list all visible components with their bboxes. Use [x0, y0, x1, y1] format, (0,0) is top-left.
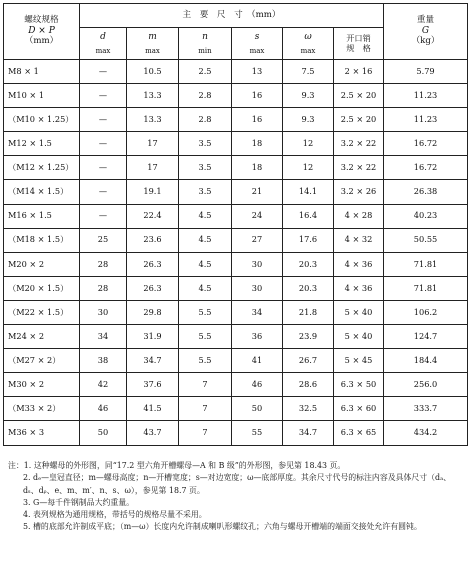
- value-cell: 40.23: [384, 204, 468, 228]
- value-cell: 22.4: [127, 204, 179, 228]
- note-item: 注：1. 这种螺母的外形图，同“17.2 型六角开槽螺母—A 和 B 级”的外形图，参见第 18.43 页。: [8, 461, 346, 470]
- value-cell: 2.8: [179, 108, 232, 132]
- value-cell: —: [80, 156, 127, 180]
- value-cell: 3.5: [179, 132, 232, 156]
- table-row: [4, 180, 468, 204]
- value-cell: 34.7: [127, 349, 179, 373]
- value-cell: 42: [80, 373, 127, 397]
- table-row: [4, 300, 468, 324]
- column-header: [127, 28, 179, 60]
- value-cell: 4 × 36: [334, 252, 384, 276]
- column-subtext: max: [95, 47, 111, 56]
- value-cell: 184.4: [384, 349, 468, 373]
- value-cell: 3.2 × 22: [334, 156, 384, 180]
- value-cell: 30: [232, 276, 283, 300]
- value-cell: 50.55: [384, 228, 468, 252]
- value-cell: 71.81: [384, 276, 468, 300]
- value-cell: 27: [232, 228, 283, 252]
- thread-spec-cell: M36 × 3: [4, 421, 80, 445]
- weight-label: 重量: [416, 15, 435, 26]
- value-cell: 7: [179, 373, 232, 397]
- value-cell: 6.3 × 60: [334, 397, 384, 421]
- table-row: [4, 84, 468, 108]
- value-cell: 55: [232, 421, 283, 445]
- value-cell: 28: [80, 252, 127, 276]
- spec-header: [4, 4, 80, 60]
- column-symbol: n: [202, 31, 208, 42]
- value-cell: 4.5: [179, 276, 232, 300]
- value-cell: 23.6: [127, 228, 179, 252]
- value-cell: 32.5: [283, 397, 334, 421]
- value-cell: 3.5: [179, 156, 232, 180]
- column-header: [232, 28, 283, 60]
- column-subtext: max: [249, 47, 265, 56]
- thread-spec-cell: M8 × 1: [4, 60, 80, 84]
- spec-unit: （mm）: [24, 35, 59, 46]
- value-cell: 19.1: [127, 180, 179, 204]
- value-cell: 26.3: [127, 276, 179, 300]
- value-cell: —: [80, 180, 127, 204]
- value-cell: 28: [80, 276, 127, 300]
- value-cell: 4.5: [179, 204, 232, 228]
- value-cell: 6.3 × 50: [334, 373, 384, 397]
- value-cell: 3.2 × 26: [334, 180, 384, 204]
- column-subtext: max: [145, 47, 160, 56]
- value-cell: 38: [80, 349, 127, 373]
- table-row: [4, 373, 468, 397]
- value-cell: 16: [232, 84, 283, 108]
- thread-spec-cell: （M12 × 1.25）: [4, 156, 80, 180]
- thread-spec-cell: （M20 × 1.5）: [4, 276, 80, 300]
- value-cell: 434.2: [384, 421, 468, 445]
- value-cell: 34: [80, 325, 127, 349]
- value-cell: 21: [232, 180, 283, 204]
- value-cell: 10.5: [127, 60, 179, 84]
- note-item: 5. 槽的底部允许制成平底；（m—ω）长度内允许制成喇叭形螺纹孔；六角与螺母开槽端的端面交接处允许有圆钝。: [23, 522, 422, 532]
- thread-spec-cell: M16 × 1.5: [4, 204, 80, 228]
- value-cell: 13: [232, 60, 283, 84]
- value-cell: 5 × 40: [334, 325, 384, 349]
- value-cell: 43.7: [127, 421, 179, 445]
- value-cell: 256.0: [384, 373, 468, 397]
- column-symbol: s: [254, 31, 260, 42]
- table-row: [4, 252, 468, 276]
- value-cell: 5 × 40: [334, 300, 384, 324]
- value-cell: 18: [232, 132, 283, 156]
- value-cell: 4.5: [179, 252, 232, 276]
- column-subtext: max: [300, 47, 316, 56]
- value-cell: 5 × 45: [334, 349, 384, 373]
- value-cell: 124.7: [384, 325, 468, 349]
- value-cell: 18: [232, 156, 283, 180]
- value-cell: 12: [283, 156, 334, 180]
- value-cell: 106.2: [384, 300, 468, 324]
- notes-section: [8, 460, 463, 534]
- value-cell: 17.6: [283, 228, 334, 252]
- table-row: [4, 108, 468, 132]
- column-symbol: ω: [304, 31, 312, 42]
- column-subtext: 规 格: [346, 42, 371, 53]
- weight-symbol: G: [421, 26, 430, 37]
- thread-spec-cell: M20 × 2: [4, 252, 80, 276]
- value-cell: 14.1: [283, 180, 334, 204]
- thread-spec-cell: （M27 × 2）: [4, 349, 80, 373]
- value-cell: 26.7: [283, 349, 334, 373]
- value-cell: 29.8: [127, 300, 179, 324]
- value-cell: 26.3: [127, 252, 179, 276]
- column-header: [179, 28, 232, 60]
- value-cell: —: [80, 108, 127, 132]
- value-cell: 26.38: [384, 180, 468, 204]
- value-cell: 333.7: [384, 397, 468, 421]
- value-cell: 21.8: [283, 300, 334, 324]
- value-cell: 13.3: [127, 84, 179, 108]
- value-cell: 28.6: [283, 373, 334, 397]
- thread-spec-cell: M10 × 1: [4, 84, 80, 108]
- value-cell: 20.3: [283, 276, 334, 300]
- value-cell: 41.5: [127, 397, 179, 421]
- table-body: [4, 60, 468, 446]
- value-cell: 7: [179, 397, 232, 421]
- value-cell: 4.5: [179, 228, 232, 252]
- dimension-table: [3, 3, 468, 446]
- table-row: [4, 228, 468, 252]
- value-cell: 13.3: [127, 108, 179, 132]
- value-cell: 5.5: [179, 349, 232, 373]
- value-cell: 6.3 × 65: [334, 421, 384, 445]
- value-cell: 31.9: [127, 325, 179, 349]
- value-cell: 2.5 × 20: [334, 84, 384, 108]
- value-cell: —: [80, 132, 127, 156]
- value-cell: —: [80, 60, 127, 84]
- column-header: [283, 28, 334, 60]
- value-cell: 4 × 36: [334, 276, 384, 300]
- value-cell: 5.5: [179, 325, 232, 349]
- value-cell: 24: [232, 204, 283, 228]
- value-cell: 71.81: [384, 252, 468, 276]
- thread-spec-cell: M12 × 1.5: [4, 132, 80, 156]
- column-header: [80, 28, 127, 60]
- table-row: [4, 421, 468, 445]
- value-cell: 9.3: [283, 108, 334, 132]
- value-cell: —: [80, 204, 127, 228]
- value-cell: 16.72: [384, 156, 468, 180]
- value-cell: 5.79: [384, 60, 468, 84]
- value-cell: 16: [232, 108, 283, 132]
- value-cell: 7: [179, 421, 232, 445]
- weight-unit: （kg）: [411, 35, 440, 46]
- table-row: [4, 397, 468, 421]
- value-cell: 34: [232, 300, 283, 324]
- value-cell: 36: [232, 325, 283, 349]
- value-cell: 11.23: [384, 108, 468, 132]
- value-cell: 2.5 × 20: [334, 108, 384, 132]
- value-cell: 9.3: [283, 84, 334, 108]
- table-row: [4, 204, 468, 228]
- weight-header: [384, 4, 468, 60]
- table-row: [4, 349, 468, 373]
- thread-spec-cell: M30 × 2: [4, 373, 80, 397]
- thread-spec-cell: （M22 × 1.5）: [4, 300, 80, 324]
- value-cell: 4 × 28: [334, 204, 384, 228]
- value-cell: 5.5: [179, 300, 232, 324]
- spec-symbol: D × P: [28, 26, 55, 37]
- value-cell: 2 × 16: [334, 60, 384, 84]
- main-dimensions-header: 主 要 尺 寸 （mm）: [80, 4, 384, 28]
- thread-spec-cell: （M33 × 2）: [4, 397, 80, 421]
- note-item: 2. dₑ—皇冠直径；m—螺母高度；n—开槽宽度；s—对边宽度；ω—底部厚度。其余尺寸代号的标注内容及具体尺寸（dₐ、dₛ、dᵨ、e、m、m′、n、s、ω），参见第 18.7 页。: [23, 473, 452, 495]
- note-item: 4. 表列规格为通用规格，带括号的规格尽量不采用。: [23, 510, 207, 519]
- value-cell: 11.23: [384, 84, 468, 108]
- value-cell: 30: [80, 300, 127, 324]
- value-cell: 37.6: [127, 373, 179, 397]
- column-header: [334, 28, 384, 60]
- spec-label: 螺纹规格: [24, 15, 59, 26]
- table-row: [4, 132, 468, 156]
- value-cell: 12: [283, 132, 334, 156]
- value-cell: 30: [232, 252, 283, 276]
- table-row: [4, 325, 468, 349]
- value-cell: 17: [127, 132, 179, 156]
- value-cell: 23.9: [283, 325, 334, 349]
- value-cell: 16.72: [384, 132, 468, 156]
- value-cell: 2.5: [179, 60, 232, 84]
- value-cell: 34.7: [283, 421, 334, 445]
- value-cell: 50: [232, 397, 283, 421]
- value-cell: 41: [232, 349, 283, 373]
- column-symbol: d: [100, 31, 106, 42]
- value-cell: 2.8: [179, 84, 232, 108]
- value-cell: 3.2 × 22: [334, 132, 384, 156]
- value-cell: 20.3: [283, 252, 334, 276]
- table-row: [4, 276, 468, 300]
- value-cell: —: [80, 84, 127, 108]
- value-cell: 7.5: [283, 60, 334, 84]
- value-cell: 25: [80, 228, 127, 252]
- value-cell: 3.5: [179, 180, 232, 204]
- value-cell: 16.4: [283, 204, 334, 228]
- value-cell: 17: [127, 156, 179, 180]
- column-symbol: m: [148, 31, 157, 42]
- thread-spec-cell: M24 × 2: [4, 325, 80, 349]
- table-row: [4, 60, 468, 84]
- thread-spec-cell: （M10 × 1.25）: [4, 108, 80, 132]
- thread-spec-cell: （M14 × 1.5）: [4, 180, 80, 204]
- value-cell: 4 × 32: [334, 228, 384, 252]
- note-item: 3. G—每千件钢制品大约重量。: [23, 497, 135, 507]
- column-subtext: min: [198, 47, 212, 56]
- value-cell: 50: [80, 421, 127, 445]
- thread-spec-cell: （M18 × 1.5）: [4, 228, 80, 252]
- table-row: [4, 156, 468, 180]
- value-cell: 46: [80, 397, 127, 421]
- column-symbol: 开口销: [346, 33, 371, 44]
- value-cell: 46: [232, 373, 283, 397]
